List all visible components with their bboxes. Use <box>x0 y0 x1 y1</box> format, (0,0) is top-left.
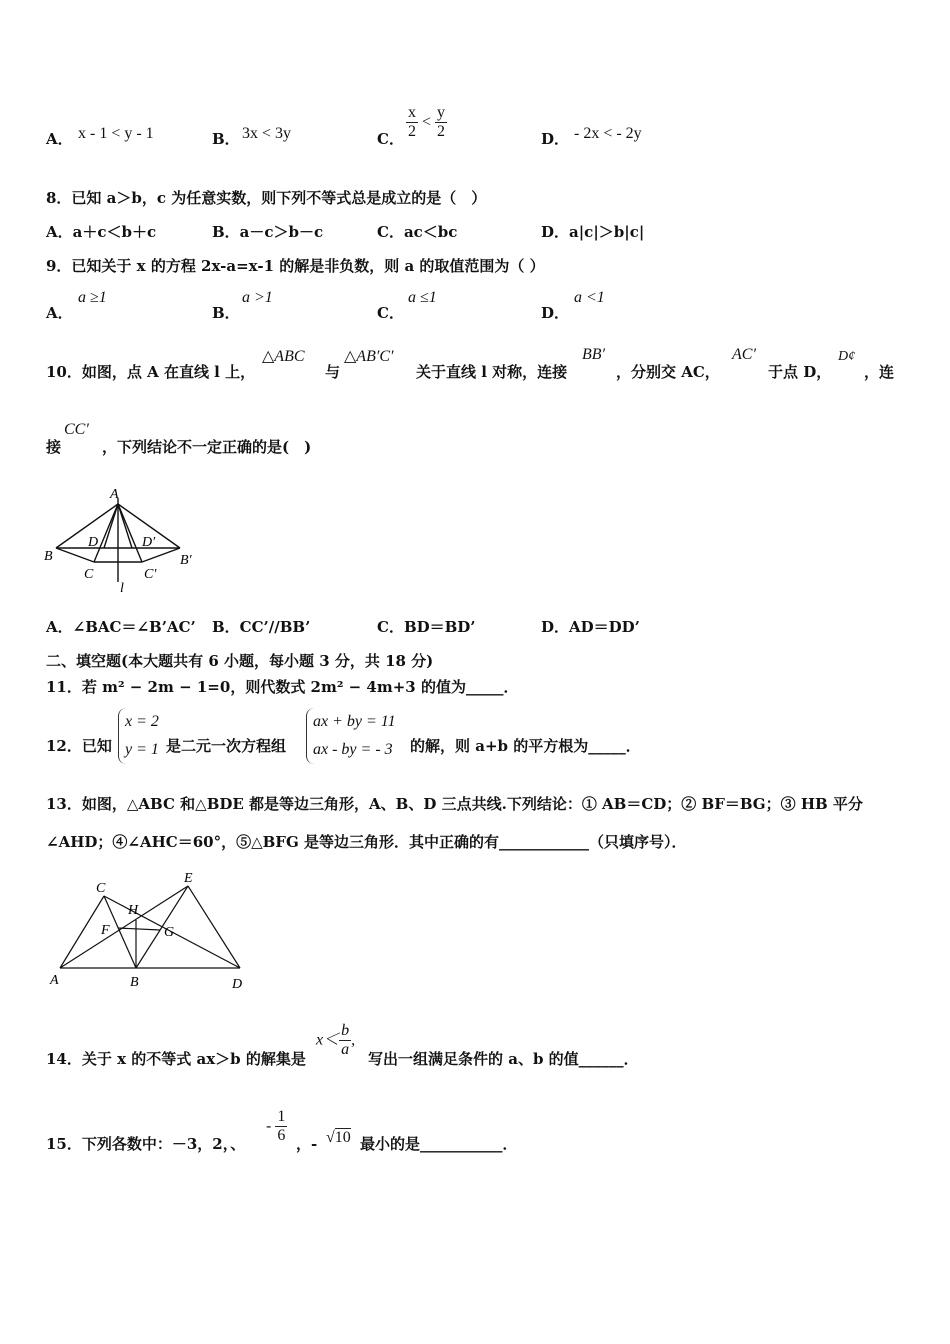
q15-fraction <box>266 1108 287 1146</box>
q10-text-8: ，下列结论不一定正确的是( ) <box>102 438 312 456</box>
q12-system-1-line-1: x = 2 <box>125 713 159 730</box>
q10-math-abc-prime: △AB′C′ <box>344 348 394 365</box>
q14-den: a <box>341 1041 350 1059</box>
q15-minus: - <box>266 1117 272 1135</box>
q10-option-b: B．CC’//BB’ <box>212 618 311 636</box>
q10-text-6: ，连 <box>864 363 895 381</box>
sqrt-icon: √ <box>326 1129 335 1146</box>
q14-num: b <box>339 1022 351 1041</box>
q8-stem: 8．已知 a＞b，c 为任意实数，则下列不等式总是成立的是（ ） <box>46 189 487 207</box>
q9-option-d-label: D． <box>541 304 570 322</box>
q12-system-2 <box>306 708 402 764</box>
q7-c-num1: x <box>406 104 418 123</box>
q10-text-7: 接 <box>46 438 62 456</box>
q10-option-d: D．AD＝DD’ <box>541 618 640 636</box>
q7-c-op: < <box>422 113 432 131</box>
q12-system-2-line-2: ax - by = - 3 <box>313 741 393 758</box>
q7-option-a-label: A． <box>46 130 73 148</box>
q7-option-b-expr: 3x < 3y <box>242 125 292 142</box>
q10-text-4: ，分别交 AC， <box>616 363 720 381</box>
q14-x-lt: x＜ <box>316 1031 340 1049</box>
q9-option-b-expr: a >1 <box>242 289 273 306</box>
q14-math <box>316 1022 355 1060</box>
q10-fig-label-c: C <box>84 567 94 582</box>
q10-math-ac-prime: AC′ <box>732 346 756 363</box>
q7-c-num2: y <box>435 104 447 123</box>
q10-fig-label-l: l <box>120 581 124 594</box>
q12-system-1 <box>118 708 165 764</box>
q7-option-c-label: C． <box>377 130 404 148</box>
q10-math-cc: CC′ <box>64 421 89 438</box>
q14-text-1: 14．关于 x 的不等式 ax＞b 的解集是 <box>46 1050 306 1068</box>
q14-text-2: 写出一组满足条件的 a、b 的值______． <box>368 1050 639 1068</box>
q10-text-5: 于点 D， <box>768 363 832 381</box>
q15-sqrt-value: 10 <box>334 1129 351 1146</box>
q8-option-b: B．a－c＞b－c <box>212 223 324 241</box>
q13-stem-line-1: 13．如图，△ABC 和△BDE 都是等边三角形，A、B、D 三点共线.下列结论：① AB＝CD；② BF＝BG；③ HB 平分 <box>46 795 863 813</box>
q12-system-1-line-2: y = 1 <box>125 741 159 758</box>
q15-num: 1 <box>275 1108 287 1127</box>
q13-fig-label-d: D <box>232 977 243 992</box>
q12-text-1: 12．已知 <box>46 737 112 755</box>
q10-option-a: A．∠BAC＝∠B’AC’ <box>46 618 196 636</box>
q10-fig-label-d: D <box>88 535 99 550</box>
q13-figure <box>46 868 256 996</box>
q13-figure-lines <box>60 886 240 968</box>
q13-fig-label-g: G <box>164 925 175 940</box>
q10-text-2: 与 <box>325 363 341 381</box>
q7-option-d-expr: - 2x < - 2y <box>574 125 642 142</box>
q10-figure-lines <box>56 498 180 582</box>
q15-text-3: 最小的是___________． <box>360 1135 518 1153</box>
q15-text-2: ，- <box>296 1135 318 1153</box>
q10-figure <box>40 484 210 594</box>
q10-math-d-prime: D¢ <box>838 349 856 364</box>
section-2-heading: 二、填空题(本大题共有 6 小题，每小题 3 分，共 18 分) <box>46 652 434 670</box>
q13-fig-label-a: A <box>50 973 59 988</box>
q7-c-den1: 2 <box>408 123 416 141</box>
q7-option-a-expr: x - 1 < y - 1 <box>78 125 154 142</box>
q12-text-3: 的解，则 a+b 的平方根为_____． <box>410 737 641 755</box>
q7-option-b-label: B． <box>212 130 240 148</box>
q13-fig-label-c: C <box>96 881 106 896</box>
q15-den: 6 <box>277 1127 286 1145</box>
q10-math-bb: BB′ <box>582 346 606 363</box>
q9-stem: 9．已知关于 x 的方程 2x-a=x-1 的解是非负数，则 a 的取值范围为（ ） <box>46 257 545 275</box>
q8-option-c: C．ac＜bc <box>377 223 458 241</box>
q9-option-d-expr: a <1 <box>574 289 605 306</box>
q8-option-d: D．a|c|＞b|c| <box>541 223 645 241</box>
q11-stem: 11．若 m² − 2m − 1=0，则代数式 2m² − 4m+3 的值为_____． <box>46 678 519 696</box>
q10-fig-label-d-prime: D′ <box>142 535 156 550</box>
q12-system-2-line-1: ax + by = 11 <box>313 713 396 730</box>
q9-option-c-expr: a ≤1 <box>408 289 437 306</box>
q13-stem-line-2: ∠AHD；④∠AHC＝60°，⑤△BFG 是等边三角形．其中正确的有____________（只填序号）． <box>46 833 687 851</box>
q10-fig-label-c-prime: C′ <box>144 567 157 582</box>
q9-option-a-expr: a ≥1 <box>78 289 107 306</box>
q15-text-1: 15．下列各数中：－3，2，、 <box>46 1135 246 1153</box>
q10-text-1: 10．如图，点 A 在直线 l 上， <box>46 363 256 381</box>
q13-fig-label-f: F <box>101 923 110 938</box>
q13-fig-label-e: E <box>184 871 193 886</box>
q7-option-d-label: D． <box>541 130 570 148</box>
q13-fig-label-b: B <box>130 975 139 990</box>
q9-option-c-label: C． <box>377 304 404 322</box>
q12-text-2: 是二元一次方程组 <box>166 737 287 755</box>
q10-text-3: 关于直线 l 对称，连接 <box>416 363 568 381</box>
q9-option-b-label: B． <box>212 304 240 322</box>
q10-math-abc: △ABC <box>262 348 305 365</box>
q10-fig-label-b: B <box>44 549 53 564</box>
q10-fig-label-a: A <box>110 487 119 502</box>
q10-fig-label-b-prime: B′ <box>180 553 192 568</box>
q8-option-a: A．a＋c＜b＋c <box>46 223 157 241</box>
q9-option-a-label: A． <box>46 304 73 322</box>
q13-fig-label-h: H <box>128 903 139 918</box>
q7-option-c-expr <box>406 104 447 142</box>
q14-comma: , <box>351 1031 356 1049</box>
q15-sqrt <box>326 1129 351 1147</box>
q10-option-c: C．BD＝BD’ <box>377 618 476 636</box>
q7-c-den2: 2 <box>437 123 446 141</box>
